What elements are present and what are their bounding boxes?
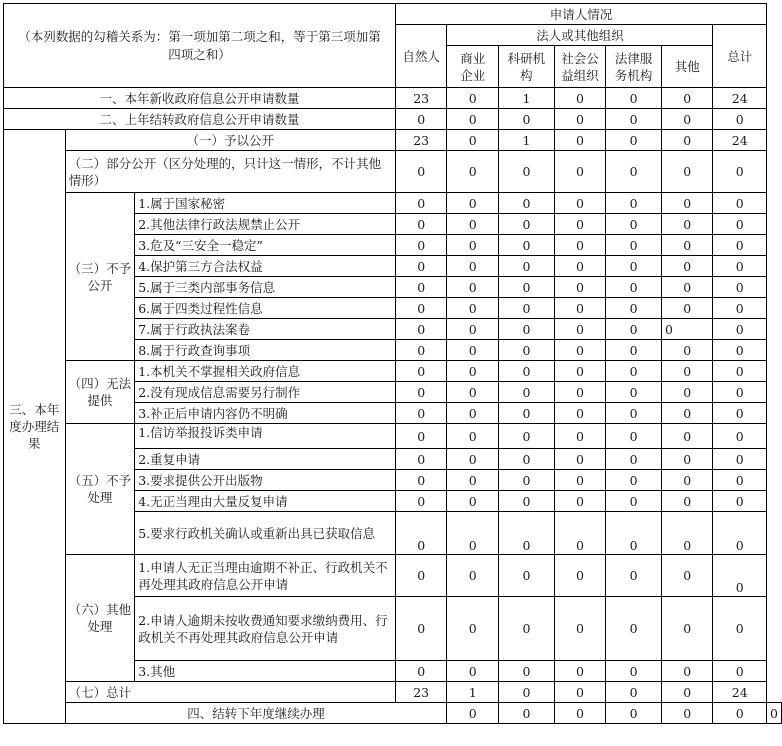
cell: 0 — [499, 109, 555, 130]
cell: 0 — [661, 449, 713, 470]
cell: 0 — [447, 661, 499, 682]
table-row — [4, 88, 782, 109]
cell: 0 — [499, 214, 555, 235]
cell: 0 — [661, 151, 713, 193]
cell: 0 — [713, 703, 767, 724]
row-label: 7.属于行政执法案卷 — [135, 319, 396, 340]
cell: 0 — [395, 470, 447, 491]
cell: 0 — [606, 214, 662, 235]
cell: 0 — [606, 340, 662, 361]
cell: 0 — [499, 597, 555, 661]
cell: 0 — [606, 130, 662, 151]
cell: 0 — [713, 319, 767, 340]
row-label: 1.申请人无正当理由逾期不补正、行政机关不再处理其政府信息公开申请 — [135, 555, 396, 597]
cell: 0 — [606, 597, 662, 661]
cell: 0 — [661, 298, 713, 319]
cell: 0 — [499, 512, 555, 555]
cell: 0 — [606, 424, 662, 449]
cell: 0 — [554, 361, 606, 382]
group6-label: （六）其他处理 — [65, 555, 135, 682]
row-label: 四、结转下年度继续办理 — [65, 703, 447, 724]
table-row — [4, 193, 782, 214]
cell: 0 — [713, 340, 767, 361]
cell: 0 — [661, 256, 713, 277]
cell: 0 — [713, 277, 767, 298]
row-label: 3.补正后申请内容仍不明确 — [135, 403, 396, 424]
cell: 0 — [447, 130, 499, 151]
cell: 0 — [447, 298, 499, 319]
row-label: 2.其他法律行政法规禁止公开 — [135, 214, 396, 235]
cell: 0 — [661, 403, 713, 424]
cell: 0 — [661, 597, 713, 661]
cell: 0 — [447, 703, 499, 724]
cell: 0 — [395, 298, 447, 319]
cell: 0 — [554, 109, 606, 130]
cell: 0 — [395, 361, 447, 382]
row-label: （二）部分公开（区分处理的，只计这一情形，不计其他情形） — [65, 151, 395, 193]
cell: 0 — [661, 491, 713, 512]
cell: 0 — [606, 109, 662, 130]
cell: 0 — [499, 703, 555, 724]
cell: 0 — [606, 682, 662, 703]
cell: 0 — [713, 424, 767, 449]
cell: 0 — [499, 151, 555, 193]
cell: 0 — [395, 382, 447, 403]
cell: 0 — [395, 403, 447, 424]
header-other: 其他 — [661, 46, 713, 88]
cell: 0 — [447, 256, 499, 277]
row-label: 2.申请人逾期未按收费通知要求缴纳费用、行政机关不再处理其政府信息公开申请 — [135, 597, 396, 661]
cell: 24 — [713, 682, 767, 703]
row-label: 3.要求提供公开出版物 — [135, 470, 396, 491]
cell: 0 — [713, 298, 767, 319]
row-label: 5.要求行政机关确认或重新出具已获取信息 — [135, 512, 396, 555]
cell: 0 — [395, 109, 447, 130]
cell: 0 — [447, 319, 499, 340]
cell: 0 — [395, 597, 447, 661]
row-label: （一）予以公开 — [65, 130, 395, 151]
table-row — [4, 424, 782, 449]
cell: 0 — [606, 703, 662, 724]
row-label: 2.重复申请 — [135, 449, 396, 470]
group3-label: （三）不予公开 — [65, 193, 135, 361]
cell: 0 — [606, 661, 662, 682]
header-total: 总计 — [713, 25, 767, 88]
cell: 0 — [554, 235, 606, 256]
cell: 0 — [447, 555, 499, 597]
cell: 0 — [661, 382, 713, 403]
cell: 0 — [395, 235, 447, 256]
report-table-wrapper — [3, 3, 782, 724]
cell: 0 — [447, 470, 499, 491]
cell: 0 — [447, 151, 499, 193]
cell: 0 — [499, 361, 555, 382]
cell: 0 — [554, 88, 606, 109]
cell: 0 — [447, 277, 499, 298]
header-note: （本列数据的勾稽关系为：第一项加第二项之和，等于第三项加第四项之和） — [4, 4, 396, 88]
cell: 0 — [447, 214, 499, 235]
cell: 0 — [554, 491, 606, 512]
cell: 0 — [606, 403, 662, 424]
cell: 0 — [499, 277, 555, 298]
cell: 0 — [661, 361, 713, 382]
cell: 0 — [661, 703, 713, 724]
cell: 0 — [661, 682, 713, 703]
cell: 0 — [499, 449, 555, 470]
cell: 0 — [395, 340, 447, 361]
cell: 0 — [499, 298, 555, 319]
cell: 0 — [661, 424, 713, 449]
row-label: 一、本年新收政府信息公开申请数量 — [4, 88, 396, 109]
cell: 0 — [661, 340, 713, 361]
cell: 0 — [499, 319, 555, 340]
cell: 1 — [447, 682, 499, 703]
cell: 0 — [713, 491, 767, 512]
cell: 0 — [661, 661, 713, 682]
cell: 0 — [661, 130, 713, 151]
row-label: 6.属于四类过程性信息 — [135, 298, 396, 319]
cell: 0 — [499, 424, 555, 449]
cell: 0 — [554, 130, 606, 151]
cell: 0 — [554, 682, 606, 703]
cell: 0 — [447, 193, 499, 214]
cell: 1 — [499, 130, 555, 151]
cell: 0 — [606, 298, 662, 319]
cell: 0 — [713, 470, 767, 491]
cell: 0 — [661, 109, 713, 130]
cell: 0 — [713, 109, 767, 130]
cell: 0 — [661, 555, 713, 597]
cell: 0 — [713, 403, 767, 424]
cell: 0 — [447, 512, 499, 555]
cell: 0 — [554, 382, 606, 403]
cell: 0 — [713, 512, 767, 555]
cell: 0 — [554, 319, 606, 340]
cell: 0 — [447, 424, 499, 449]
table-row — [4, 151, 782, 193]
table-row — [4, 682, 782, 703]
cell: 0 — [499, 193, 555, 214]
cell: 0 — [713, 151, 767, 193]
cell: 0 — [554, 703, 606, 724]
cell: 0 — [499, 470, 555, 491]
header-natural-person: 自然人 — [395, 25, 447, 88]
group4-label: （四）无法提供 — [65, 361, 135, 424]
row-label: 5.属于三类内部事务信息 — [135, 277, 396, 298]
cell: 0 — [395, 661, 447, 682]
cell: 0 — [606, 470, 662, 491]
table-row — [4, 361, 782, 382]
cell: 0 — [661, 319, 713, 340]
cell: 0 — [395, 319, 447, 340]
cell: 0 — [447, 491, 499, 512]
header-commercial: 商业企业 — [447, 46, 499, 88]
cell: 0 — [554, 193, 606, 214]
row-label: 二、上年结转政府信息公开申请数量 — [4, 109, 396, 130]
cell: 0 — [713, 256, 767, 277]
cell: 23 — [395, 682, 447, 703]
cell: 0 — [499, 682, 555, 703]
cell: 23 — [395, 130, 447, 151]
cell: 24 — [713, 130, 767, 151]
table-row — [4, 555, 782, 597]
cell: 0 — [447, 382, 499, 403]
cell: 0 — [395, 512, 447, 555]
cell: 0 — [499, 491, 555, 512]
cell: 0 — [606, 151, 662, 193]
cell: 0 — [713, 661, 767, 682]
cell: 0 — [661, 214, 713, 235]
cell: 0 — [499, 403, 555, 424]
cell: 0 — [447, 361, 499, 382]
row-label: 8.属于行政查询事项 — [135, 340, 396, 361]
cell: 0 — [661, 470, 713, 491]
cell: 0 — [606, 319, 662, 340]
cell: 0 — [606, 555, 662, 597]
cell: 0 — [713, 382, 767, 403]
cell: 0 — [499, 235, 555, 256]
cell: 0 — [713, 361, 767, 382]
cell: 0 — [606, 88, 662, 109]
header-legal-service: 法律服务机构 — [606, 46, 662, 88]
cell: 0 — [554, 214, 606, 235]
cell: 0 — [606, 491, 662, 512]
cell: 0 — [554, 298, 606, 319]
cell: 24 — [713, 88, 767, 109]
cell: 0 — [661, 235, 713, 256]
cell: 0 — [447, 235, 499, 256]
cell: 0 — [554, 661, 606, 682]
cell: 0 — [554, 151, 606, 193]
cell: 0 — [661, 193, 713, 214]
row-label: 3.其他 — [135, 661, 396, 682]
row-label: （七）总计 — [65, 682, 395, 703]
cell: 0 — [713, 193, 767, 214]
cell: 0 — [606, 193, 662, 214]
header-research: 科研机构 — [499, 46, 555, 88]
cell: 0 — [499, 661, 555, 682]
cell: 0 — [499, 256, 555, 277]
table-row — [4, 130, 782, 151]
cell: 0 — [554, 597, 606, 661]
cell: 0 — [447, 109, 499, 130]
row-label: 3.危及“三安全一稳定” — [135, 235, 396, 256]
cell: 0 — [447, 597, 499, 661]
cell: 0 — [395, 491, 447, 512]
cell: 0 — [606, 382, 662, 403]
cell: 0 — [447, 403, 499, 424]
cell: 0 — [395, 151, 447, 193]
header-legal-org: 法人或其他组织 — [447, 25, 713, 46]
cell: 0 — [447, 449, 499, 470]
cell: 0 — [395, 214, 447, 235]
row-label: 4.无正当理由大量反复申请 — [135, 491, 396, 512]
row-label: 4.保护第三方合法权益 — [135, 256, 396, 277]
cell: 0 — [395, 555, 447, 597]
cell: 0 — [554, 340, 606, 361]
cell: 0 — [554, 555, 606, 597]
cell: 0 — [767, 703, 782, 724]
cell: 0 — [554, 403, 606, 424]
table-row — [4, 703, 782, 724]
cell: 0 — [554, 277, 606, 298]
cell: 0 — [606, 361, 662, 382]
cell: 0 — [554, 449, 606, 470]
row-label: 1.属于国家秘密 — [135, 193, 396, 214]
cell: 0 — [606, 512, 662, 555]
cell: 0 — [606, 277, 662, 298]
row-label: 2.没有现成信息需要另行制作 — [135, 382, 396, 403]
cell: 0 — [713, 555, 767, 597]
cell: 0 — [395, 449, 447, 470]
application-statistics-table — [3, 3, 782, 724]
row-label: 1.本机关不掌握相关政府信息 — [135, 361, 396, 382]
cell: 0 — [395, 193, 447, 214]
cell: 0 — [554, 470, 606, 491]
section3-label: 三、本年度办理结果 — [4, 130, 66, 724]
table-row — [4, 109, 782, 130]
cell: 0 — [661, 277, 713, 298]
cell: 0 — [606, 235, 662, 256]
cell: 0 — [606, 449, 662, 470]
header-row-1 — [4, 4, 782, 25]
cell: 0 — [499, 382, 555, 403]
cell: 0 — [395, 277, 447, 298]
cell: 1 — [499, 88, 555, 109]
cell: 23 — [395, 88, 447, 109]
header-social: 社会公益组织 — [554, 46, 606, 88]
header-applicant: 申请人情况 — [395, 4, 766, 25]
group5-label: （五）不予处理 — [65, 424, 135, 555]
cell: 0 — [447, 88, 499, 109]
cell: 0 — [499, 340, 555, 361]
cell: 0 — [554, 256, 606, 277]
row-label: 1.信访举报投诉类申请 — [135, 424, 396, 449]
cell: 0 — [713, 235, 767, 256]
cell: 0 — [447, 340, 499, 361]
cell: 0 — [713, 449, 767, 470]
cell: 0 — [606, 256, 662, 277]
cell: 0 — [713, 214, 767, 235]
cell: 0 — [395, 256, 447, 277]
cell: 0 — [499, 555, 555, 597]
cell: 0 — [661, 512, 713, 555]
cell: 0 — [713, 597, 767, 661]
cell: 0 — [554, 424, 606, 449]
cell: 0 — [661, 88, 713, 109]
cell: 0 — [554, 512, 606, 555]
cell: 0 — [395, 424, 447, 449]
